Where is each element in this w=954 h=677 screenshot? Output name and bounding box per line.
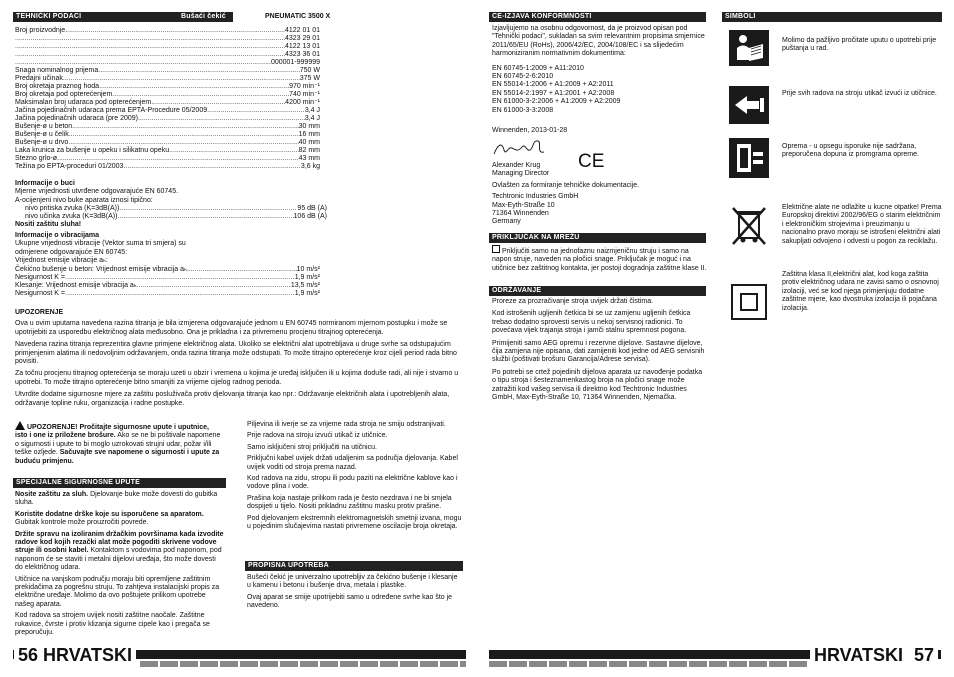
ce-signer: Alexander Krug: [492, 162, 541, 169]
spec-value: 4122 13 01: [284, 43, 320, 50]
vibration-row: Čekićno bušenje u beton: Vrijednost emisije vibracija aₕ ..... 10 m/s²: [15, 266, 320, 274]
spec-value: 740 min⁻¹: [289, 91, 320, 98]
spec-leader: [68, 139, 298, 147]
hearing-warning: Nositi zaštitu sluha!: [15, 221, 82, 229]
symbol-text: Prije svih radova na stroju utikač izvući iz utičnice.: [782, 90, 937, 97]
spec-leader: [98, 67, 299, 75]
tool-type: Bušaći čekić: [181, 13, 226, 20]
col2-para: Kod radova na zidu, stropu ili podu paziti na električne kablove kao i vodove plina i vode.: [247, 475, 458, 491]
spec-leader: [207, 107, 305, 115]
spec-leader: [123, 163, 300, 171]
vibration-row: Nesigurnost K = ..... 1,9 m/s²: [15, 274, 320, 282]
maintenance-header: ODRŽAVANJE: [489, 286, 706, 296]
class-ii-icon: [729, 283, 769, 321]
ce-place-date: Winnenden, 2013-01-28: [492, 127, 568, 134]
spec-value: 4122 01 01: [284, 27, 320, 34]
spec-row: [15, 75, 320, 83]
spec-leader: [15, 35, 285, 43]
safety-para: Nosite zaštitu za sluh. Djelovanje buke može dovesti do gubitka sluha.: [15, 491, 218, 507]
spec-label: Broj okretaja pod opterećenjem: [15, 91, 113, 98]
upozorenje-section: [15, 309, 467, 408]
maint-para: Primijeniti samo AEG opremu i rezervne dijelove. Sastavne dijelove, čija zamjena nije opisana, dati zamijeniti kod jedne od AEG servisnih službi (poštivati brošuru Garancija/Adrese servisa).: [492, 339, 705, 364]
spec-value: 3,6 kg: [300, 163, 320, 170]
spec-row: [15, 163, 320, 171]
spec-value: 375 W: [299, 75, 320, 82]
spec-label: Broj proizvodnje: [15, 27, 66, 34]
warning-rest: Ako se ne bi poštivale napomene o sigurnosti i upute to bi moglo uzrokovati strujni udar, požar i/ili teške ozljede.: [15, 432, 221, 457]
spec-leader: [57, 155, 299, 163]
noise-section: [15, 180, 327, 230]
spec-row: [15, 99, 320, 107]
col2-para: Samo isključeni stroj priključiti na utičnicu.: [247, 443, 377, 451]
spec-leader: [69, 131, 299, 139]
intended-use-section: [247, 574, 462, 611]
ce-authorized: Ovlašten za formiranje tehničke dokumentacije.: [492, 181, 640, 189]
ce-header: CE-IZJAVA KONFORMNOSTI: [489, 12, 706, 22]
ce-norm: EN 55014-2:1997 + A1:2001 + A2:2008: [492, 89, 615, 97]
mains-section: [492, 245, 707, 273]
symbol-text: Oprema - u opsegu isporuke nije sadržana, preporučena dopuna iz promgrama opreme.: [782, 143, 919, 159]
spec-label: Jačina pojedinačnih udaraca (pre 2009): [15, 115, 138, 122]
spec-row: [15, 155, 320, 163]
page-number-left: 56: [18, 645, 39, 665]
class-ii-small-icon: [492, 245, 500, 253]
spec-leader: [15, 43, 285, 51]
symbol-text: Električne alate ne odlažite u kucne otpatke! Prema Europskoj direktivi 2002/96/EG o starim električnim i elektroničkim strojevima i preuzimanju u nacionalno pravo moraju se istrošeni električni alati sakupljati odvojeno i odvesti u pogon za reciklažu.: [782, 204, 942, 245]
ce-address-line: Techtronic Industries GmbH: [492, 193, 579, 201]
ce-norm: EN 61000-3-3:2008: [492, 106, 554, 114]
ce-signer-block: [492, 162, 707, 227]
col2-para: Piljevina ili iverje se za vrijeme rada stroja ne smiju odstranjivati.: [247, 421, 446, 428]
language-left: HRVATSKI: [43, 645, 133, 665]
spec-value: 4323 36 01: [284, 51, 320, 58]
spec-leader: [99, 83, 289, 91]
maint-para: Proreze za prozračivanje stroja uvijek držati čistima.: [492, 298, 654, 305]
vibration-line-1: Ukupne vrijednosti vibracije (Vektor suma tri smjera) su: [15, 240, 186, 248]
noise-title: Informacije o buci: [15, 180, 75, 187]
upozorenje-title: UPOZORENJE: [15, 309, 64, 316]
spec-value: 750 W: [299, 67, 320, 74]
noise-line-1: Mjerne vrijednosti utvrđene odgovarajuće EN 60745.: [15, 188, 179, 196]
ce-mark-text: CE: [578, 151, 604, 170]
safety-para: Držite spravu na izoliranim držačkim površinama kada izvodite radove kod kojih rezački alat može pogoditi skrivene vodove struje ili osobni kabel. Kontaktom s vodovima pod naponom, pod naponom će se staviti i metalni dijelovi uređaja, što može dovesti do električnog udara.: [15, 530, 224, 572]
spec-leader: [151, 99, 285, 107]
ce-norm: EN 60745-1:2009 + A11:2010: [492, 64, 584, 72]
vibration-line-3: Vrijednost emisije vibracije aₕ:: [15, 257, 108, 265]
spec-row: [15, 147, 320, 155]
footer-stripe-right: [489, 661, 809, 667]
weee-bin-icon: [729, 204, 769, 246]
spec-row: [15, 35, 320, 43]
spec-row: [15, 51, 320, 59]
warning-lead: UPOZORENJE! Pročitajte sigurnosne upute i uputnice, isto i one iz priložene brošure.: [15, 424, 209, 440]
spec-label: Bušenje-ø u drvo: [15, 139, 69, 146]
spec-value: 16 mm: [298, 131, 320, 138]
spec-leader: [138, 115, 305, 123]
language-right: HRVATSKI: [814, 645, 904, 665]
symbol-text: Molimo da pažljivo pročitate uputu o upotrebi prije puštanja u rad.: [782, 37, 937, 53]
ce-address-line: 71364 Winnenden: [492, 210, 549, 218]
spec-label: Broj okretaja praznog hoda: [15, 83, 100, 90]
symbols-header: SIMBOLI: [722, 12, 942, 22]
spec-label: Snaga nominalnog prijema: [15, 67, 99, 74]
page-number-right: 57: [914, 645, 935, 665]
spec-row: [15, 115, 320, 123]
spec-value: 970 min⁻¹: [289, 83, 320, 90]
vibration-title: Informacije o vibracijama: [15, 232, 100, 239]
tech-data-header: [13, 12, 233, 22]
spec-row: [15, 107, 320, 115]
upozorenje-para: Ova u ovim uputama navedena razina titranja je bila izmjerena odgovarajuće jednom u EN 60745 normiranom mjernom postupku i može se upotrijebiti za usporedbu električnog alata međusobno. Ona je prikladna i za privremenu procjenu titrajnog opterećenja.: [15, 320, 448, 336]
spec-leader: [15, 59, 265, 67]
use-para: Bušeći čekić je univerzalno upotrebljiv za čekićno bušenje i klesanje u kamenu i betonu i bušenje drva, metala i plastike.: [247, 574, 458, 590]
spec-value: ...000001-999999: [265, 59, 320, 66]
ce-section: [492, 25, 707, 115]
spec-value: 4323 29 01: [284, 35, 320, 42]
spec-label: Maksimalan broj udaraca pod opterećenjem: [15, 99, 152, 106]
spec-value: 4200 min⁻¹: [285, 99, 320, 106]
spec-row: [15, 131, 320, 139]
ce-norm: EN 55014-1:2006 + A1:2009 + A2:2011: [492, 81, 614, 89]
unplug-icon: [729, 86, 769, 124]
ce-norm: EN 60745-2-6:2010: [492, 73, 554, 81]
mains-text: Priključiti samo na jednofaznu naizmjeničnu struju i samo na napon struje, naveden na pločici snage. Priključak je moguć i na utičnice bez zaštitnog kontakta, jer postoji dogradnja zaštitne klase II.: [492, 248, 707, 272]
spec-value: 30 mm: [298, 123, 320, 130]
spec-label: Bušenje-ø u beton: [15, 123, 73, 130]
safety-list: [15, 491, 225, 638]
spec-value: 40 mm: [298, 139, 320, 146]
spec-value: 82 mm: [298, 147, 320, 154]
col2-para: Prije radova na stroju izvući utikač iz utičnice.: [247, 432, 388, 440]
tech-data-title: TEHNIČKI PODACI: [16, 13, 82, 20]
safety-para: Kod radova sa strojem uvijek nositi zaštitne naočale. Zaštitne rukavice, čvrste i protiv klizanja sigurne cipele kao i pregača se preporučuju.: [15, 612, 210, 637]
spec-row: [15, 139, 320, 147]
safety-list-continued: [247, 421, 462, 531]
spec-leader: [63, 75, 300, 83]
ce-signer-role: Managing Director: [492, 170, 550, 178]
footer-label-left: [14, 644, 136, 666]
spec-leader: [72, 123, 298, 131]
spec-row: [15, 67, 320, 75]
vibration-line-2: odmjerene odgovarajuće EN 60745:: [15, 248, 128, 256]
warning-box: [15, 421, 223, 466]
use-para: Ovaj aparat se smije upotrijebiti samo u određene svrhe kao što je navedeno.: [247, 593, 453, 610]
safety-header: SPECIJALNE SIGURNOSNE UPUTE: [13, 478, 226, 488]
upozorenje-para: Navedena razina titranja reprezentira glavne primjene električnog alata. Ukoliko se električni alat upotrebljava u druge svrhe sa odstupajućim primjenjenim alatima ili nedovoljnim održavanjem, onda razina titranja može odstupati. To može titrajno opterećenje kroz cijeli period rada bitno povisiti.: [15, 341, 457, 366]
warning-tail: Sačuvajte sve napomene o sigurnosti i upute za buduću primjenu.: [15, 449, 220, 465]
symbol-text: Zaštitna klasa II,električni alat, kod koga zaštita protiv električnog udara ne zavisi samo o osnovnoj izolaciji, već se kod njega primjenjuju dodatne zaštitne mjere, kao dvostruka izolacija ili pojačana izolacija.: [782, 271, 939, 312]
spec-label: Laka krunica za bušenje u opeku i silikatnu opeku: [15, 147, 170, 154]
maintenance-section: [492, 298, 707, 402]
spec-row: [15, 123, 320, 131]
spec-label: Bušenje-ø u čelik: [15, 131, 69, 138]
model-name: PNEUMATIC 3500 X: [265, 13, 331, 20]
spec-value: 43 mm: [298, 155, 320, 162]
spec-leader: [112, 91, 289, 99]
vibration-row: Klesanje: Vrijednost emisije vibracija aₕ ..... 13,5 m/s²: [15, 282, 320, 290]
spec-leader: [15, 51, 285, 59]
noise-line-2: A-ocijenjeni nivo buke aparata iznosi tipično:: [15, 196, 153, 204]
noise-row-power: nivo učinka zvuka (K=3dB(A)) ..... 106 dB (A): [15, 213, 327, 221]
spec-row: [15, 91, 320, 99]
footer-label-right: [810, 644, 938, 666]
vibration-section: [15, 232, 320, 298]
spec-row: [15, 59, 320, 67]
spec-row: [15, 27, 320, 35]
noise-row-pressure: nivo pritiska zvuka (K=3dB(A)) ..... 95 dB (A): [15, 205, 327, 213]
spec-value: 3,4 J: [304, 115, 320, 122]
warning-triangle-icon: [15, 421, 25, 430]
spec-label: Predajni učinak: [15, 75, 63, 82]
col2-para: Pod djelovanjem ekstremnih elektromagnetskih smetnji izvana, mogu u pojedinim slučajevima nastati privremene oscilacije broja okretaja.: [247, 514, 462, 531]
spec-row: [15, 43, 320, 51]
spec-leader: [169, 147, 298, 155]
spec-list: [15, 27, 320, 171]
vibration-row: Nesigurnost K = ..... 1,9 m/s²: [15, 290, 320, 298]
upozorenje-para: Utvrdite dodatne sigurnosne mjere za zaštitu posluživača protiv djelovanja titranja kao npr.: Održavanje električnih alata i upotrebljenih alata, održavanje topline ruku, organizacija i radne postupke.: [15, 391, 450, 407]
spec-leader: [65, 27, 285, 35]
mains-header: PRIKLJUČAK NA MREŽU: [489, 233, 706, 243]
ce-norm: EN 61000-3-2:2006 + A1:2009 + A2:2009: [492, 98, 621, 106]
signature-icon: [492, 138, 552, 160]
accessories-icon: [729, 138, 769, 178]
col2-para: Priključni kabel uvijek držati udaljenim sa područja djelovanja. Kabel uvijek voditi od stroja prema nazad.: [247, 455, 458, 471]
spec-label: Stezno grlo-ø: [15, 155, 58, 162]
safety-para: Utičnice na vanjskom području moraju biti opremljene zaštitnim prekidačima za pogrešnu struju. To zahtjeva instalacijski propis za električne uređaje. Molimo da ovo poštujete prilikom upotrebe našeg aparata.: [15, 575, 220, 608]
maint-para: Kod istrošenih ugljenih četkica bi se uz zamjenu ugljenih četkica trebao dodatno sprovesti servis u nekoj servisnoj radionici. To povećava vijek trajanja stroja i jamči stalnu spremnost pogona.: [492, 310, 691, 335]
spec-label: Jačina pojedinačnih udaraca prema EPTA-Procedure 05/2009: [15, 107, 208, 114]
maint-para: Po potrebi se crtež pojedinih dijelova aparata uz navođenje podatka o tipu stroja i šesteznamenkastog broja na pločici snage može zatražiti kod vašeg servisa ili direktno kod Techtronic Industries GmbH, Max-Eyth-Straße 10, 71364 Winnenden, Njemačka.: [492, 368, 703, 402]
col2-para: Prašina koja nastaje prilikom rada je često nezdrava i ne bi smjela dospijeti u tijelo. Nositi prikladnu zaštitnu masku protiv prašine.: [247, 494, 452, 511]
read-manual-icon: [729, 30, 769, 66]
upozorenje-para: Za točnu procjenu titrajnog opterećenja se moraju uzeti u obzir i vremena u kojima je uređaj isključen ili u kojima doduše radi, ali nije i stvarno u upotrebi. To može titrajno opterećenje bitno smanjiti za vrijeme cijelog radnog perioda.: [15, 370, 459, 386]
safety-para: Koristite dodatne drške koje su isporučene sa aparatom. Gubitak kontrole može prouzročiti povrede.: [15, 510, 204, 527]
spec-label: Težina po EPTA-proceduri 01/2003: [15, 163, 124, 170]
ce-address-line: Max-Eyth-Straße 10: [492, 201, 555, 209]
footer-stripe-left: [140, 661, 466, 667]
intended-use-header: PROPISNA UPOTREBA: [245, 561, 463, 571]
ce-intro: Izjavljujemo na osobnu odgovornost, da je proizvod opisan pod "Tehnički podaci", sukladan sa svim relevantnim propisima smjernice 2011/65/EU (RoHs), 2006/42/EC, 2004/108/EC i sa slijedećim harmoniziranim normativnim dokumentima:: [492, 25, 705, 58]
spec-row: [15, 83, 320, 91]
ce-address-line: Germany: [492, 218, 521, 226]
spec-value: 3,4 J: [304, 107, 320, 114]
